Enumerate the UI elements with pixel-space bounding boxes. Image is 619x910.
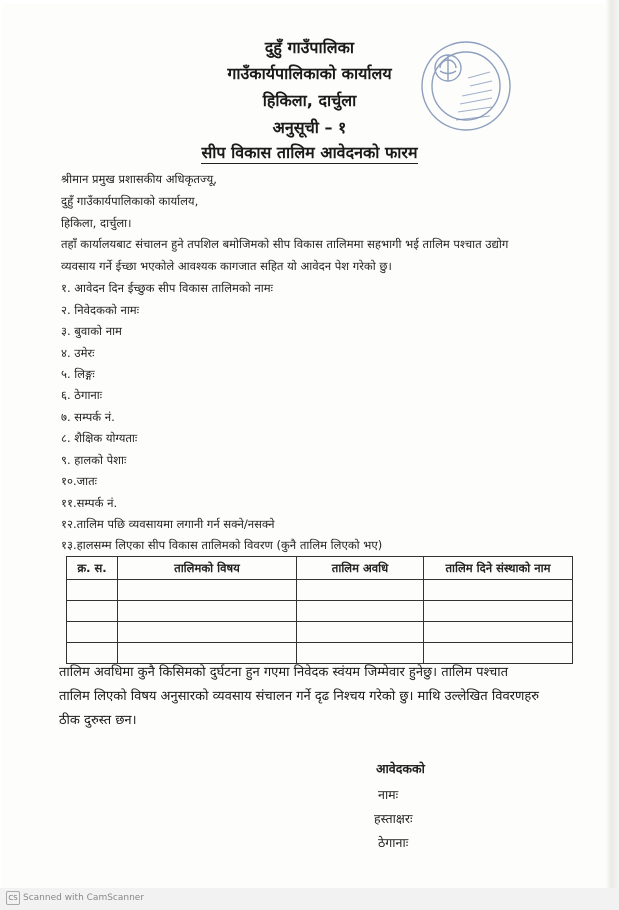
field-training-name: १. आवेदन दिन ईच्छुक सीप विकास तालिमको नामः [61, 281, 273, 295]
signature-sign: हस्ताक्षरः [374, 811, 413, 826]
table-row [67, 643, 573, 664]
office-name: गाउँकार्यपालिकाको कार्यालय [227, 64, 392, 83]
declaration-line-3: ठीक दुरुस्त छन। [59, 713, 137, 728]
field-father-name: ३. बुवाको नाम [61, 324, 122, 338]
declaration-line-1: तालिम अवधिमा कुनै किसिमको दुर्घटना हुन गएमा निवेदक स्वंयम जिम्मेवार हुनेछु। तालिम पश्चात [59, 665, 509, 680]
scanner-label: Scanned with CamScanner [23, 893, 145, 903]
signature-address: ठेगानाः [378, 835, 409, 850]
training-history-table [66, 556, 573, 664]
intro-line-1: तहाँ कार्यालयबाट संचालन हुने तपशिल बमोजिमको सीप विकास तालिममा सहभागी भई तालिम पश्चात उद्योग [61, 237, 509, 251]
field-address: ६. ठेगानाः [61, 388, 103, 402]
field-contact: ७. सम्पर्क नं. [61, 410, 115, 424]
signature-name: नामः [378, 787, 399, 802]
col-subject: तालिमको विषय [118, 557, 297, 580]
field-contact-2: ११.सम्पर्क नं. [61, 496, 118, 510]
field-caste: १०.जातः [61, 474, 98, 488]
office-location: हिकिला, दार्चुला [262, 91, 357, 110]
field-investment: १२.तालिम पछि व्यवसायमा लगानी गर्न सक्ने/नसक्ने [61, 517, 275, 531]
schedule-label: अनुसूची – १ [272, 118, 347, 137]
signature-heading: आवेदकको [376, 761, 425, 776]
field-occupation: ९. हालको पेशाः [61, 453, 127, 467]
address-line-1: श्रीमान प्रमुख प्रशासकीय अधिकृतज्यू, [61, 172, 217, 186]
table-row [67, 580, 573, 601]
scanner-watermark [6, 891, 144, 905]
camscanner-icon: CS [6, 891, 20, 905]
form-title-text: सीप विकास तालिम आवेदनको फारम [201, 143, 418, 162]
table-row [67, 601, 573, 622]
address-line-3: हिकिला, दार्चुला। [61, 216, 132, 230]
table-header-row [67, 557, 573, 580]
declaration-line-2: तालिम लिएको विषय अनुसारको व्यवसाय संचालन गर्ने दृढ निश्चय गरेको छु। माथि उल्लेखित विवरणहरु [59, 689, 540, 704]
form-title [0, 141, 619, 163]
intro-line-2: व्यवसाय गर्ने ईच्छा भएकोले आवश्यक कागजात सहित यो आवेदन पेश गरेको छु। [61, 259, 392, 273]
col-institution: तालिम दिने संस्थाको नाम [424, 557, 573, 580]
municipality-name: दुहुँ गाउँपालिका [264, 38, 355, 57]
address-line-2: दुहुँ गाउँकार्यपालिकाको कार्यालय, [61, 194, 199, 208]
office-seal-stamp [418, 38, 514, 134]
col-duration: तालिम अवधि [297, 557, 424, 580]
col-serial: क्र. स. [67, 557, 118, 580]
field-age: ४. उमेरः [61, 346, 95, 360]
field-applicant-name: २. निवेदकको नामः [61, 303, 140, 317]
scanner-footer [0, 888, 619, 910]
table-row [67, 622, 573, 643]
field-education: ८. शैक्षिक योग्यताः [61, 431, 138, 445]
field-previous-training: १३.हालसम्म लिएका सीप विकास तालिमको विवरण (कुनै तालिम लिएको भए) [61, 538, 383, 552]
field-gender: ५. लिङ्गः [61, 367, 95, 381]
